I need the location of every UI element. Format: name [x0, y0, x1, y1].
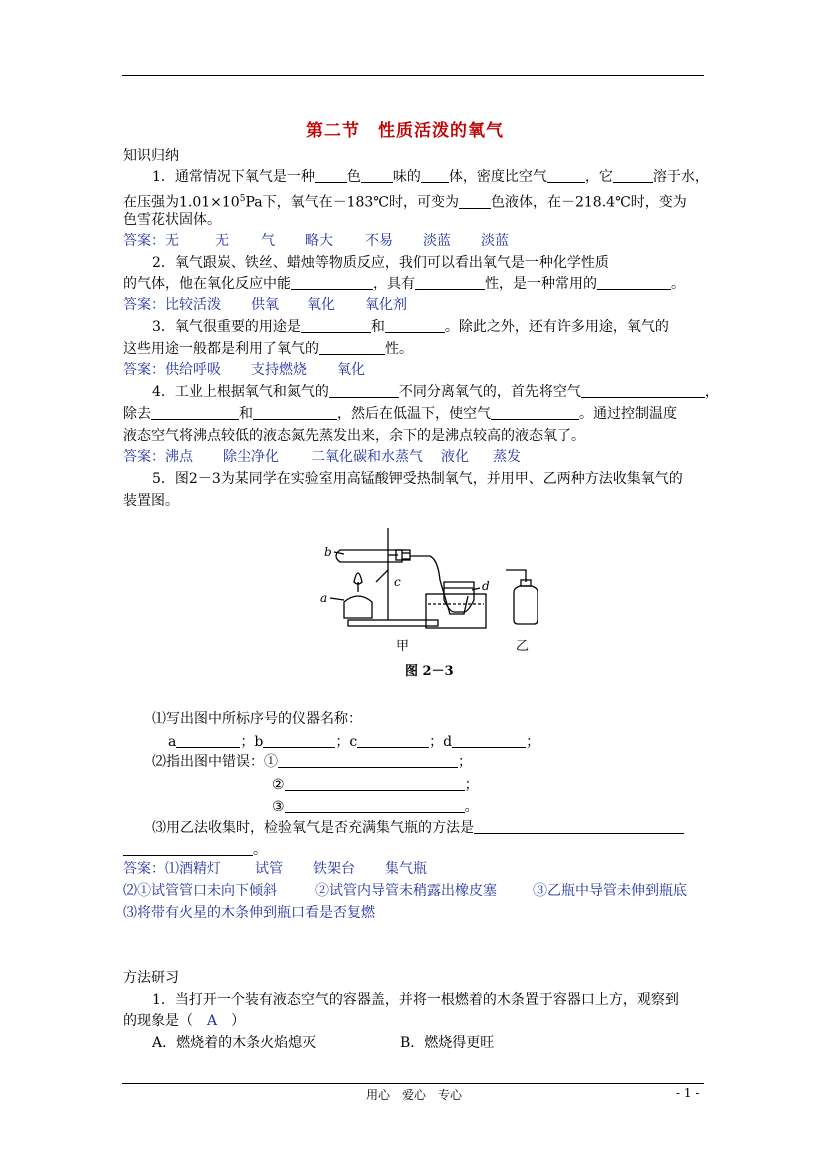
q5-line1: 5．图2－3为某同学在实验室用高锰酸钾受热制氧气，并用甲、乙两种方法收集氧气的 [152, 471, 683, 487]
m1-option-b: B．燃烧得更旺 [400, 1035, 495, 1051]
q5-sub1: ⑴写出图中所标序号的仪器名称： [152, 711, 362, 727]
q5-sub3: ⑶用乙法收集时，检验氧气是否充满集气瓶的方法是 [152, 818, 684, 838]
label-yi: 乙 [516, 639, 530, 654]
label-d: d [482, 579, 490, 593]
q4-answer: 答案：沸点 除尘净化 二氧化碳和水蒸气 液化 蒸发 [123, 449, 521, 465]
q5-sub3-cont: 。 [123, 840, 267, 860]
m1-option-a: A．燃烧着的木条火焰熄灭 [152, 1035, 317, 1051]
page-title: 第二节 性质活泼的氧气 [306, 121, 504, 141]
apparatus-figure [318, 520, 538, 680]
section-heading-method: 方法研习 [123, 970, 179, 986]
q3-line2: 这些用途一般都是利用了氧气的 性。 [123, 341, 413, 357]
m1-line2: 的现象是（ A ） [123, 1013, 246, 1029]
q1-line2: 在压强为$1.01\times 10^5Pa$下，氧气在－183℃时，可变为 色液体，在－218.4℃时，变为 [123, 194, 687, 211]
delivery-tube [410, 556, 468, 614]
q5-sub2-line3: ③ 。 [272, 799, 479, 815]
q5-sub2-line2: ② ； [272, 777, 479, 793]
label-c: c [394, 575, 401, 589]
q1-line1: 1．通常情况下氧气是一种 色 味的 体，密度比空气 ，它 溶于水， [152, 169, 709, 185]
q1-answer: 答案：无 无 气 略大 不易 淡蓝 淡蓝 [123, 233, 509, 249]
q5-answer-1: 答案：⑴酒精灯 试管 铁架台 集气瓶 [123, 861, 427, 877]
page-number: - 1 - [676, 1086, 700, 1100]
footer-motto: 用心 爱心 专心 [366, 1088, 463, 1102]
q3-answer: 答案：供给呼吸 支持燃烧 氧化 [123, 362, 365, 378]
header-rule [122, 75, 704, 76]
q5-sub1-blanks: a ；b ；c ；d ； [168, 734, 541, 750]
gas-bottle-yi [514, 586, 538, 624]
stand-base [348, 620, 438, 626]
q1-line3: 色雪花状固体。 [123, 212, 221, 228]
m1-line1: 1．当打开一个装有液态空气的容器盖，并将一根燃着的木条置于容器口上方，观察到 [152, 992, 679, 1008]
figure-caption: 图 2－3 [405, 664, 454, 679]
water-trough [426, 594, 486, 628]
q5-line2: 装置图。 [123, 493, 179, 509]
label-b: b [324, 545, 332, 559]
footer-rule [122, 1083, 704, 1084]
q5-answer-3: ⑶将带有火星的木条伸到瓶口看是否复燃 [123, 905, 375, 921]
q4-line1: 4．工业上根据氧气和氮气的 不同分离氧气的，首先将空气 ， [152, 384, 719, 400]
alcohol-lamp [344, 596, 372, 618]
section-heading: 知识归纳 [123, 148, 179, 164]
q5-answer-2: ⑵①试管管口未向下倾斜 ②试管内导管未稍露出橡皮塞 ③乙瓶中导管未伸到瓶底 [123, 883, 687, 899]
q4-line3: 液态空气将沸点较低的液态氮先蒸发出来，余下的是沸点较高的液态氧了。 [123, 428, 585, 444]
q3-line1: 3．氧气很重要的用途是 和 。除此之外，还有许多用途，氧气的 [152, 319, 669, 335]
q2-line2: 的气体，他在氧化反应中能 ，具有 性，是一种常用的 。 [123, 276, 685, 292]
test-tube [336, 550, 402, 562]
q2-answer: 答案：比较活泼 供氧 氧化 氧化剂 [123, 297, 407, 313]
q5-sub2-line1: ⑵指出图中错误：① ； [152, 754, 472, 770]
label-jia: 甲 [396, 639, 410, 654]
label-a: a [320, 591, 328, 605]
inverted-gas-bottle [444, 582, 474, 612]
q4-line2: 除去 和 ，然后在低温下，使空气 。通过控制温度 [123, 406, 677, 422]
q2-line1: 2．氧气跟炭、铁丝、蜡烛等物质反应，我们可以看出氧气是一种化学性质 [152, 255, 609, 271]
